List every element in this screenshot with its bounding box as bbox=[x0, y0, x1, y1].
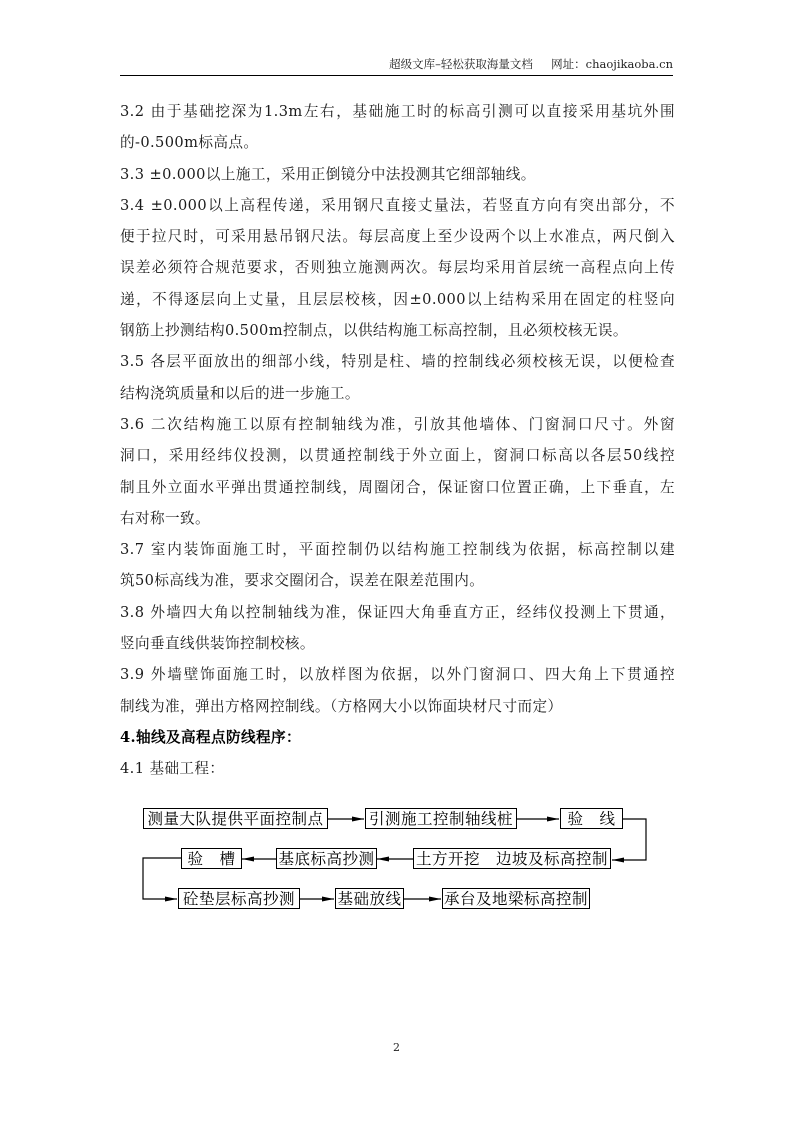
text-line: 竖向垂直线供装饰控制校核。 bbox=[120, 635, 315, 653]
text-line: 结构浇筑质量和以后的进一步施工。 bbox=[120, 384, 360, 402]
flow-box-axis-piles: 引测施工控制轴线桩 bbox=[365, 808, 517, 829]
section-heading: 4.轴线及高程点防线程序： bbox=[120, 728, 301, 746]
flow-box-survey-control-points: 测量大队提供平面控制点 bbox=[143, 808, 328, 829]
text-line: 的-0.500m标高点。 bbox=[120, 134, 259, 152]
text-line: 便于拉尺时，可采用悬吊钢尺法。每层高度上至少设两个以上水准点，两尺倒入 bbox=[120, 228, 675, 246]
text-line: 3.7 室内装饰面施工时，平面控制仍以结构施工控制线为依据，标高控制以建 bbox=[120, 541, 675, 559]
document-body bbox=[120, 96, 675, 785]
text-line: 3.9 外墙壁饰面施工时，以放样图为依据，以外门窗洞口、四大角上下贯通控 bbox=[120, 666, 675, 684]
subsection-heading: 4.1 基础工程： bbox=[120, 760, 225, 778]
flow-box-cushion-elevation: 砼垫层标高抄测 bbox=[178, 888, 300, 909]
text-line: 右对称一致。 bbox=[120, 509, 210, 527]
text-line: 洞口，采用经纬仪投测，以贯通控制线于外立面上，窗洞口标高以各层50线控 bbox=[120, 447, 675, 465]
text-line: 制且外立面水平弹出贯通控制线，周圈闭合，保证窗口位置正确，上下垂直，左 bbox=[120, 478, 675, 496]
text-line: 3.2 由于基础挖深为1.3m左右，基础施工时的标高引测可以直接采用基坑外围 bbox=[120, 103, 675, 120]
text-line: 3.6 二次结构施工以原有控制轴线为准，引放其他墙体、门窗洞口尺寸。外窗 bbox=[120, 415, 675, 433]
flow-box-foundation-layout: 基础放线 bbox=[335, 888, 404, 909]
text-line: 钢筋上抄测结构0.500m控制点，以供结构施工标高控制，且必须校核无误。 bbox=[120, 322, 628, 340]
flow-box-base-elevation: 基底标高抄测 bbox=[276, 848, 377, 869]
page-header bbox=[120, 52, 673, 76]
header-text: 超级文库–轻松获取海量文档 网址：chaojikaoba.cn bbox=[389, 57, 673, 71]
flow-box-verify-trench: 验 槽 bbox=[181, 848, 242, 869]
flow-box-verify-lines: 验 线 bbox=[560, 808, 623, 829]
text-line: 3.5 各层平面放出的细部小线，特别是柱、墙的控制线必须校核无误，以便检查 bbox=[120, 353, 675, 371]
page-number: 2 bbox=[393, 1041, 400, 1054]
text-line: 误差必须符合规范要求，否则独立施测两次。每层均采用首层统一高程点向上传 bbox=[120, 259, 675, 277]
text-line: 3.4 ±0.000以上高程传递，采用钢尺直接丈量法，若竖直方向有突出部分，不 bbox=[120, 196, 675, 214]
text-line: 3.3 ±0.000以上施工，采用正倒镜分中法投测其它细部轴线。 bbox=[120, 165, 536, 183]
text-line: 递，不得逐层向上丈量，且层层校核，因±0.000以上结构采用在固定的柱竖向 bbox=[120, 290, 675, 308]
text-line: 制线为准，弹出方格网控制线。（方格网大小以饰面块材尺寸而定） bbox=[120, 697, 563, 715]
flow-box-cap-beam-elevation: 承台及地梁标高控制 bbox=[443, 890, 588, 908]
text-line: 筑50标高线为准，要求交圈闭合，误差在限差范围内。 bbox=[120, 572, 485, 590]
text-line: 3.8 外墙四大角以控制轴线为准，保证四大角垂直方正，经纬仪投测上下贯通， bbox=[120, 603, 675, 621]
flow-box-excavation: 土方开挖 边坡及标高控制 bbox=[413, 848, 611, 869]
